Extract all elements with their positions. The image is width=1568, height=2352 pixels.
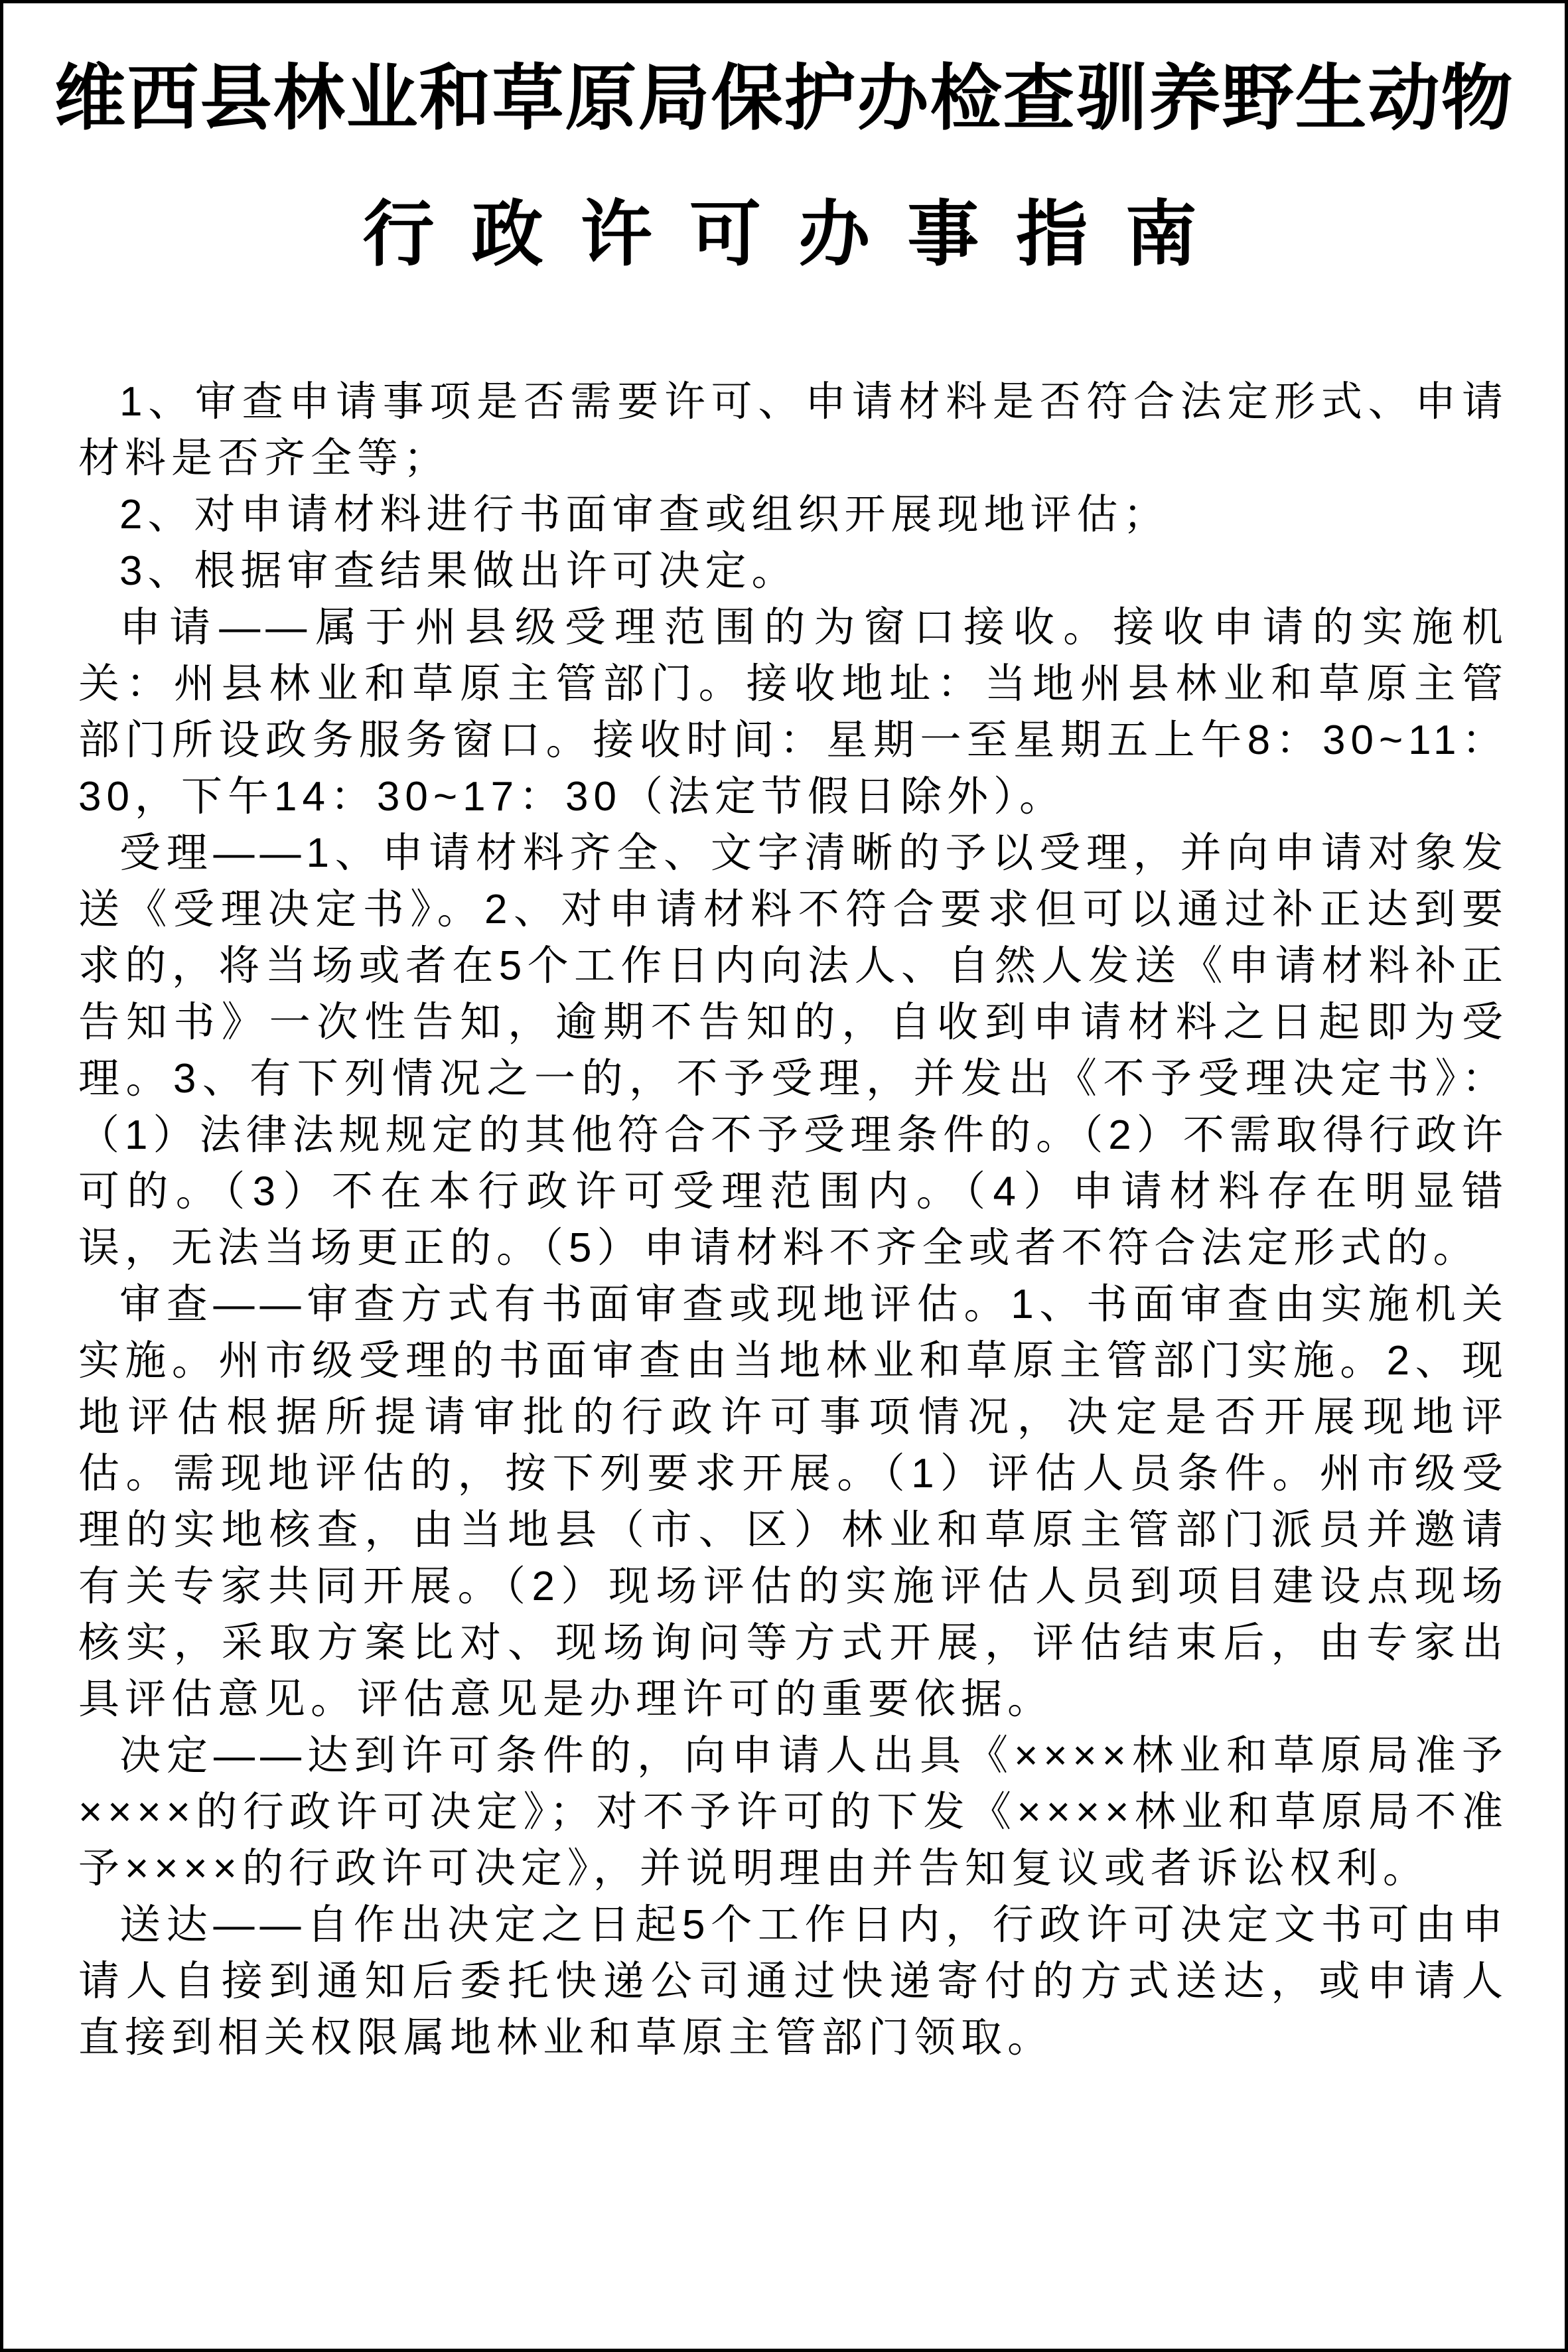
paragraph-examination: 审查——审查方式有书面审查或现地评估。1、书面审查由实施机关实施。州市级受理的书面审查由当地林业和草原主管部门实施。2、现地评估根据所提请审批的行政许可事项情况，决定是否开展现地评估。需现地评估的，按下列要求开展。（1）评估人员条件。州市级受理的实地核查，由当地县（市、区）林业和草原主管部门派员并邀请有关专家共同开展。（2）现场评估的实施评估人员到项目建设点现场核实，采取方案比对、现场询问等方式开展，评估结束后，由专家出具评估意见。评估意见是办理许可的重要依据。: [78, 1282, 1508, 1722]
paragraph-application: 申请——属于州县级受理范围的为窗口接收。接收申请的实施机关：州县林业和草原主管部门。接收地址：当地州县林业和草原主管部门所设政务服务窗口。接收时间：星期一至星期五上午8：30~11：30，下午14：30~17：30（法定节假日除外）。: [78, 605, 1508, 820]
paragraph-written-review: 2、对申请材料进行书面审查或组织开展现地评估；: [119, 492, 1170, 538]
paragraph-decision: 决定——达到许可条件的，向申请人出具《××××林业和草原局准予××××的行政许可决定》；对不予许可的下发《××××林业和草原局不准予××××的行政许可决定》，并说明理由并告知复议或者诉讼权利。: [78, 1733, 1508, 1891]
paragraph-delivery: 送达——自作出决定之日起5个工作日内，行政许可决定文书可由申请人自接到通知后委托快递公司通过快递寄付的方式送达，或申请人直接到相关权限属地林业和草原主管部门领取。: [78, 1902, 1508, 2061]
paragraph-review-items: 1、审查申请事项是否需要许可、申请材料是否符合法定形式、申请材料是否齐全等；: [78, 379, 1508, 481]
document-body: [78, 374, 1508, 2066]
paragraph-decision-basis: 3、根据审查结果做出许可决定。: [119, 548, 798, 594]
title-line-1: 维西县林业和草原局保护办检查驯养野生动物: [54, 58, 1514, 138]
paragraph-acceptance: 受理——1、申请材料齐全、文字清晰的予以受理，并向申请对象发送《受理决定书》。2、对申请材料不符合要求但可以通过补正达到要求的，将当场或者在5个工作日内向法人、自然人发送《申请材料补正告知书》一次性告知，逾期不告知的，自收到申请材料之日起即为受理。3、有下列情况之一的，不予受理，并发出《不予受理决定书》：（1）法律法规规定的其他符合不予受理条件的。（2）不需取得行政许可的。（3）不在本行政许可受理范围内。（4）申请材料存在明显错误，无法当场更正的。（5）申请材料不齐全或者不符合法定形式的。: [78, 830, 1508, 1271]
title-line-2: 行政许可办事指南: [362, 194, 1234, 274]
document-title: [43, 30, 1525, 302]
